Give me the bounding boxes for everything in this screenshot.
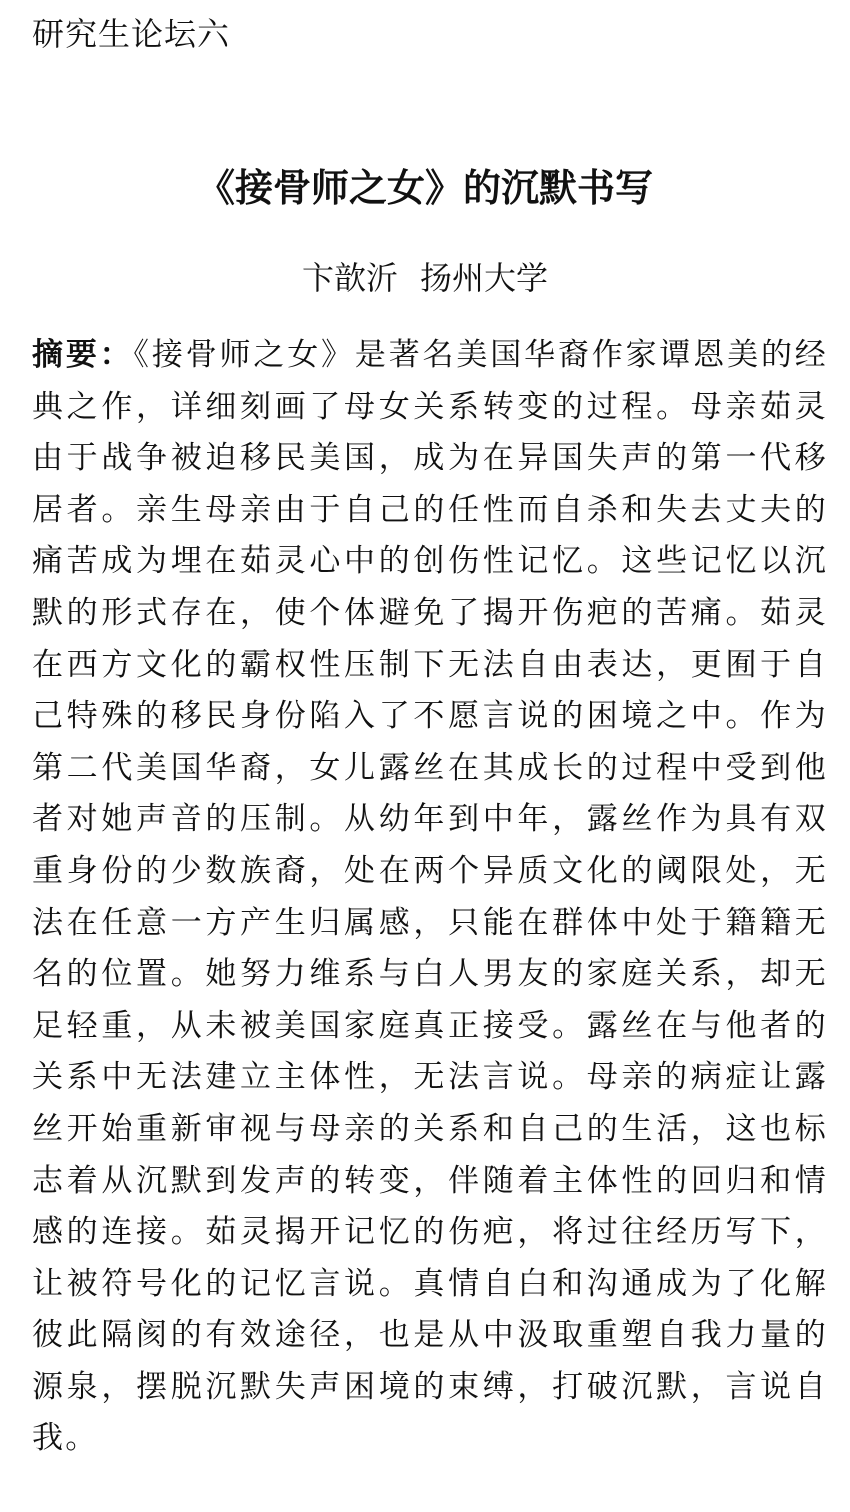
abstract-label: 摘要： [32, 337, 134, 373]
author-affiliation: 扬州大学 [420, 259, 549, 297]
article-title: 《接骨师之女》的沉默书写 [196, 166, 653, 210]
byline [0, 256, 850, 300]
author-name: 卞歆沂 [301, 259, 398, 297]
abstract-text: 《接骨师之女》是著名美国华裔作家谭恩美的经典之作，详细刻画了母女关系转变的过程。母亲茹灵由于战争被迫移民美国，成为在异国失声的第一代移居者。亲生母亲由于自己的任性而自杀和失去丈夫的痛苦成为埋在茹灵心中的创伤性记忆。这些记忆以沉默的形式存在，使个体避免了揭开伤疤的苦痛。茹灵在西方文化的霸权性压制下无法自由表达，更囿于自己特殊的移民身份陷入了不愿言说的困境之中。作为第二代美国华裔，女儿露丝在其成长的过程中受到他者对她声音的压制。从幼年到中年，露丝作为具有双重身份的少数族裔，处在两个异质文化的阈限处，无法在任意一方产生归属感，只能在群体中处于籍籍无名的位置。她努力维系与白人男友的家庭关系，却无足轻重，从未被美国家庭真正接受。露丝在与他者的关系中无法建立主体性，无法言说。母亲的病症让露丝开始重新审视与母亲的关系和自己的生活，这也标志着从沉默到发声的转变，伴随着主体性的回归和情感的连接。茹灵揭开记忆的伤疤，将过往经历写下，让被符号化的记忆言说。真情自白和沟通成为了化解彼此隔阂的有效途径，也是从中汲取重塑自我力量的源泉，摆脱沉默失声困境的束缚，打破沉默，言说自我。 [32, 337, 828, 1457]
section-label: 研究生论坛六 [32, 15, 231, 53]
abstract-paragraph [32, 330, 828, 1465]
